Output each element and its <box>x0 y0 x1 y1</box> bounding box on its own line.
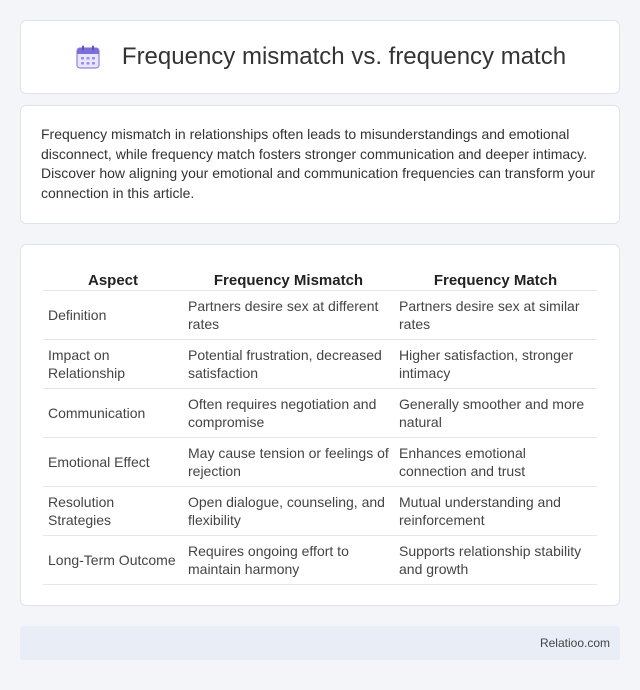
mismatch-cell: Partners desire sex at different rates <box>183 291 394 340</box>
aspect-cell: Definition <box>43 291 183 340</box>
comparison-table <box>43 267 597 585</box>
aspect-cell: Resolution Strategies <box>43 487 183 536</box>
column-header-mismatch: Frequency Mismatch <box>183 267 394 291</box>
aspect-cell: Long-Term Outcome <box>43 536 183 585</box>
mismatch-cell: Potential frustration, decreased satisfaction <box>183 340 394 389</box>
mismatch-cell: Open dialogue, counseling, and flexibility <box>183 487 394 536</box>
table-row <box>43 438 597 487</box>
match-cell: Partners desire sex at similar rates <box>394 291 597 340</box>
table-row <box>43 340 597 389</box>
aspect-cell: Emotional Effect <box>43 438 183 487</box>
match-cell: Mutual understanding and reinforcement <box>394 487 597 536</box>
table-header-row <box>43 267 597 291</box>
aspect-cell: Communication <box>43 389 183 438</box>
column-header-aspect: Aspect <box>43 267 183 291</box>
comparison-table-card <box>20 244 620 606</box>
page-title: Frequency mismatch vs. frequency match <box>121 43 567 70</box>
table-row <box>43 536 597 585</box>
footer <box>20 626 620 660</box>
mismatch-cell: May cause tension or feelings of rejection <box>183 438 394 487</box>
intro-card <box>20 105 620 224</box>
aspect-cell: Impact on Relationship <box>43 340 183 389</box>
calendar-icon <box>74 43 102 71</box>
table-row <box>43 389 597 438</box>
match-cell: Generally smoother and more natural <box>394 389 597 438</box>
mismatch-cell: Requires ongoing effort to maintain harmony <box>183 536 394 585</box>
match-cell: Enhances emotional connection and trust <box>394 438 597 487</box>
table-row <box>43 487 597 536</box>
title-card <box>20 20 620 94</box>
column-header-match: Frequency Match <box>394 267 597 291</box>
match-cell: Higher satisfaction, stronger intimacy <box>394 340 597 389</box>
mismatch-cell: Often requires negotiation and compromise <box>183 389 394 438</box>
intro-paragraph: Frequency mismatch in relationships often leads to misunderstandings and emotional disconnect, while frequency match fosters stronger communication and deeper intimacy. Discover how aligning your emotional and communication frequencies can transform your connection in this article. <box>41 126 596 201</box>
table-row <box>43 291 597 340</box>
match-cell: Supports relationship stability and growth <box>394 536 597 585</box>
footer-brand-link[interactable]: Relatioo.com <box>539 636 610 650</box>
